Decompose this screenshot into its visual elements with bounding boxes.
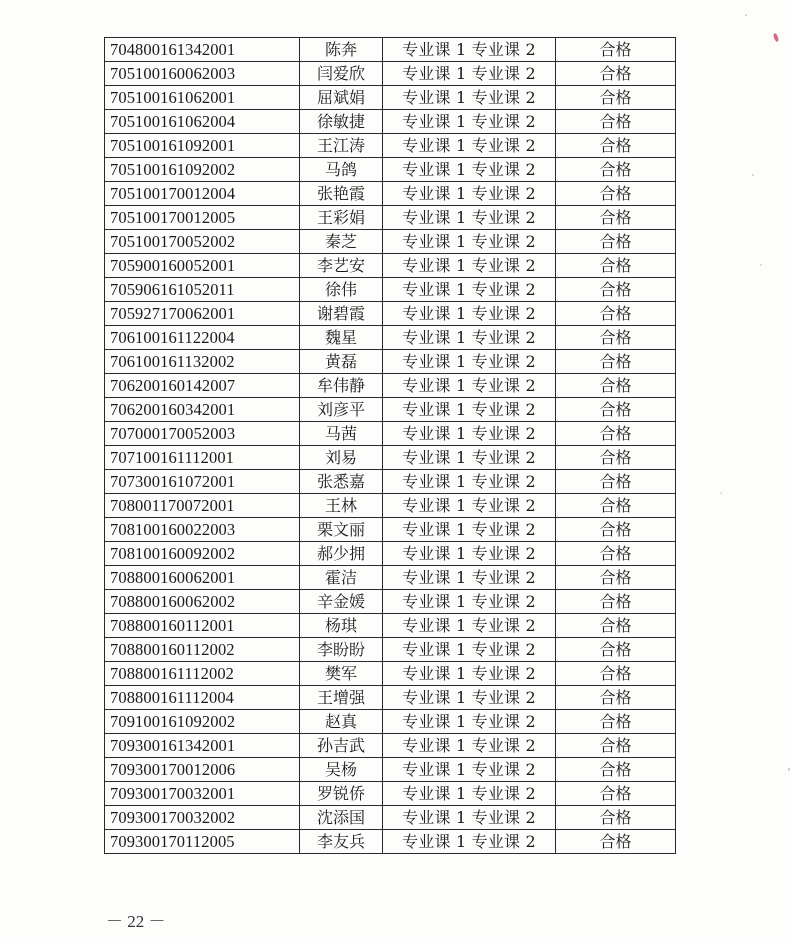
courses-cell: 专业课 1 专业课 2 (383, 662, 556, 686)
result-cell: 合格 (556, 254, 676, 278)
result-cell: 合格 (556, 398, 676, 422)
result-cell: 合格 (556, 38, 676, 62)
candidate-name-cell: 李盼盼 (300, 638, 383, 662)
courses-cell: 专业课 1 专业课 2 (383, 230, 556, 254)
table-row (105, 206, 676, 230)
table-row (105, 158, 676, 182)
result-cell: 合格 (556, 662, 676, 686)
table-row (105, 494, 676, 518)
scan-speck-mark (745, 14, 747, 16)
candidate-name-cell: 樊军 (300, 662, 383, 686)
courses-cell: 专业课 1 专业课 2 (383, 614, 556, 638)
candidate-name-cell: 秦芝 (300, 230, 383, 254)
candidate-name-cell: 孙吉武 (300, 734, 383, 758)
courses-cell: 专业课 1 专业课 2 (383, 182, 556, 206)
result-cell: 合格 (556, 494, 676, 518)
courses-cell: 专业课 1 专业课 2 (383, 542, 556, 566)
courses-cell: 专业课 1 专业课 2 (383, 518, 556, 542)
result-cell: 合格 (556, 302, 676, 326)
result-cell: 合格 (556, 182, 676, 206)
table-row (105, 62, 676, 86)
results-table-body (105, 38, 676, 854)
table-row (105, 134, 676, 158)
result-cell: 合格 (556, 158, 676, 182)
table-row (105, 302, 676, 326)
result-cell: 合格 (556, 638, 676, 662)
candidate-name-cell: 刘易 (300, 446, 383, 470)
table-row (105, 422, 676, 446)
courses-cell: 专业课 1 专业课 2 (383, 830, 556, 854)
candidate-id-cell: 706200160342001 (105, 398, 300, 422)
candidate-name-cell: 闫爱欣 (300, 62, 383, 86)
table-row (105, 470, 676, 494)
courses-cell: 专业课 1 专业课 2 (383, 398, 556, 422)
table-row (105, 830, 676, 854)
candidate-id-cell: 709300161342001 (105, 734, 300, 758)
candidate-name-cell: 屈斌娟 (300, 86, 383, 110)
results-table (104, 37, 676, 854)
candidate-name-cell: 王增强 (300, 686, 383, 710)
table-row (105, 278, 676, 302)
candidate-id-cell: 705100170012004 (105, 182, 300, 206)
result-cell: 合格 (556, 542, 676, 566)
result-cell: 合格 (556, 518, 676, 542)
courses-cell: 专业课 1 专业课 2 (383, 134, 556, 158)
candidate-id-cell: 707300161072001 (105, 470, 300, 494)
candidate-name-cell: 刘彦平 (300, 398, 383, 422)
candidate-name-cell: 沈添国 (300, 806, 383, 830)
candidate-id-cell: 709300170112005 (105, 830, 300, 854)
courses-cell: 专业课 1 专业课 2 (383, 494, 556, 518)
result-cell: 合格 (556, 422, 676, 446)
scan-speck-mark (720, 492, 722, 494)
courses-cell: 专业课 1 专业课 2 (383, 62, 556, 86)
courses-cell: 专业课 1 专业课 2 (383, 806, 556, 830)
candidate-name-cell: 辛金媛 (300, 590, 383, 614)
candidate-id-cell: 705927170062001 (105, 302, 300, 326)
result-cell: 合格 (556, 374, 676, 398)
result-cell: 合格 (556, 350, 676, 374)
candidate-id-cell: 706200160142007 (105, 374, 300, 398)
candidate-id-cell: 708100160092002 (105, 542, 300, 566)
candidate-name-cell: 谢碧霞 (300, 302, 383, 326)
courses-cell: 专业课 1 专业课 2 (383, 638, 556, 662)
candidate-id-cell: 706100161132002 (105, 350, 300, 374)
candidate-id-cell: 707000170052003 (105, 422, 300, 446)
stamp-speck-mark (773, 33, 780, 43)
candidate-id-cell: 708800160112001 (105, 614, 300, 638)
candidate-id-cell: 708800161112004 (105, 686, 300, 710)
result-cell: 合格 (556, 446, 676, 470)
courses-cell: 专业课 1 专业课 2 (383, 350, 556, 374)
table-row (105, 614, 676, 638)
result-cell: 合格 (556, 134, 676, 158)
candidate-name-cell: 李艺安 (300, 254, 383, 278)
courses-cell: 专业课 1 专业课 2 (383, 254, 556, 278)
candidate-id-cell: 705100170012005 (105, 206, 300, 230)
candidate-id-cell: 708800160062001 (105, 566, 300, 590)
result-cell: 合格 (556, 758, 676, 782)
courses-cell: 专业课 1 专业课 2 (383, 302, 556, 326)
candidate-id-cell: 705100160062003 (105, 62, 300, 86)
candidate-id-cell: 708800160062002 (105, 590, 300, 614)
table-row (105, 446, 676, 470)
courses-cell: 专业课 1 专业课 2 (383, 278, 556, 302)
candidate-id-cell: 709300170032002 (105, 806, 300, 830)
courses-cell: 专业课 1 专业课 2 (383, 38, 556, 62)
candidate-id-cell: 705906161052011 (105, 278, 300, 302)
table-row (105, 590, 676, 614)
candidate-name-cell: 罗锐侨 (300, 782, 383, 806)
result-cell: 合格 (556, 734, 676, 758)
candidate-id-cell: 707100161112001 (105, 446, 300, 470)
candidate-name-cell: 吴杨 (300, 758, 383, 782)
result-cell: 合格 (556, 614, 676, 638)
candidate-name-cell: 陈奔 (300, 38, 383, 62)
scan-speck-mark (788, 768, 790, 771)
table-row (105, 110, 676, 134)
candidate-id-cell: 705100170052002 (105, 230, 300, 254)
candidate-id-cell: 708800160112002 (105, 638, 300, 662)
courses-cell: 专业课 1 专业课 2 (383, 686, 556, 710)
candidate-id-cell: 709300170032001 (105, 782, 300, 806)
candidate-name-cell: 马鸽 (300, 158, 383, 182)
candidate-id-cell: 709300170012006 (105, 758, 300, 782)
table-row (105, 566, 676, 590)
candidate-name-cell: 王林 (300, 494, 383, 518)
table-row (105, 806, 676, 830)
table-row (105, 686, 676, 710)
candidate-id-cell: 705100161062001 (105, 86, 300, 110)
table-row (105, 710, 676, 734)
candidate-name-cell: 赵真 (300, 710, 383, 734)
table-row (105, 38, 676, 62)
candidate-id-cell: 708100160022003 (105, 518, 300, 542)
candidate-id-cell: 709100161092002 (105, 710, 300, 734)
scan-speck-mark (752, 174, 754, 176)
result-cell: 合格 (556, 782, 676, 806)
candidate-id-cell: 705100161062004 (105, 110, 300, 134)
candidate-name-cell: 魏星 (300, 326, 383, 350)
table-row (105, 350, 676, 374)
courses-cell: 专业课 1 专业课 2 (383, 86, 556, 110)
result-cell: 合格 (556, 806, 676, 830)
courses-cell: 专业课 1 专业课 2 (383, 710, 556, 734)
candidate-id-cell: 708001170072001 (105, 494, 300, 518)
candidate-id-cell: 705900160052001 (105, 254, 300, 278)
courses-cell: 专业课 1 专业课 2 (383, 446, 556, 470)
courses-cell: 专业课 1 专业课 2 (383, 374, 556, 398)
candidate-id-cell: 704800161342001 (105, 38, 300, 62)
candidate-name-cell: 王江涛 (300, 134, 383, 158)
courses-cell: 专业课 1 专业课 2 (383, 566, 556, 590)
candidate-name-cell: 王彩娟 (300, 206, 383, 230)
result-cell: 合格 (556, 326, 676, 350)
result-cell: 合格 (556, 62, 676, 86)
table-row (105, 638, 676, 662)
scan-speck-mark (760, 264, 762, 266)
candidate-id-cell: 706100161122004 (105, 326, 300, 350)
candidate-name-cell: 黄磊 (300, 350, 383, 374)
courses-cell: 专业课 1 专业课 2 (383, 326, 556, 350)
table-row (105, 542, 676, 566)
candidate-name-cell: 郝少拥 (300, 542, 383, 566)
table-row (105, 374, 676, 398)
courses-cell: 专业课 1 专业课 2 (383, 206, 556, 230)
result-cell: 合格 (556, 470, 676, 494)
candidate-name-cell: 徐伟 (300, 278, 383, 302)
page-number: － 22 － (106, 912, 166, 931)
candidate-name-cell: 徐敏捷 (300, 110, 383, 134)
table-row (105, 398, 676, 422)
candidate-id-cell: 708800161112002 (105, 662, 300, 686)
courses-cell: 专业课 1 专业课 2 (383, 782, 556, 806)
candidate-name-cell: 霍洁 (300, 566, 383, 590)
candidate-name-cell: 李友兵 (300, 830, 383, 854)
table-row (105, 86, 676, 110)
result-cell: 合格 (556, 206, 676, 230)
table-row (105, 734, 676, 758)
result-cell: 合格 (556, 686, 676, 710)
candidate-id-cell: 705100161092001 (105, 134, 300, 158)
table-row (105, 230, 676, 254)
courses-cell: 专业课 1 专业课 2 (383, 470, 556, 494)
courses-cell: 专业课 1 专业课 2 (383, 590, 556, 614)
result-cell: 合格 (556, 110, 676, 134)
table-row (105, 758, 676, 782)
table-row (105, 518, 676, 542)
result-cell: 合格 (556, 230, 676, 254)
result-cell: 合格 (556, 278, 676, 302)
candidate-name-cell: 牟伟静 (300, 374, 383, 398)
courses-cell: 专业课 1 专业课 2 (383, 158, 556, 182)
table-row (105, 782, 676, 806)
result-cell: 合格 (556, 566, 676, 590)
candidate-id-cell: 705100161092002 (105, 158, 300, 182)
courses-cell: 专业课 1 专业课 2 (383, 734, 556, 758)
courses-cell: 专业课 1 专业课 2 (383, 758, 556, 782)
result-cell: 合格 (556, 590, 676, 614)
candidate-name-cell: 张悉嘉 (300, 470, 383, 494)
table-row (105, 182, 676, 206)
candidate-name-cell: 杨琪 (300, 614, 383, 638)
result-cell: 合格 (556, 830, 676, 854)
candidate-name-cell: 栗文丽 (300, 518, 383, 542)
courses-cell: 专业课 1 专业课 2 (383, 422, 556, 446)
candidate-name-cell: 马茜 (300, 422, 383, 446)
table-row (105, 662, 676, 686)
candidate-name-cell: 张艳霞 (300, 182, 383, 206)
table-row (105, 254, 676, 278)
result-cell: 合格 (556, 86, 676, 110)
result-cell: 合格 (556, 710, 676, 734)
table-row (105, 326, 676, 350)
courses-cell: 专业课 1 专业课 2 (383, 110, 556, 134)
